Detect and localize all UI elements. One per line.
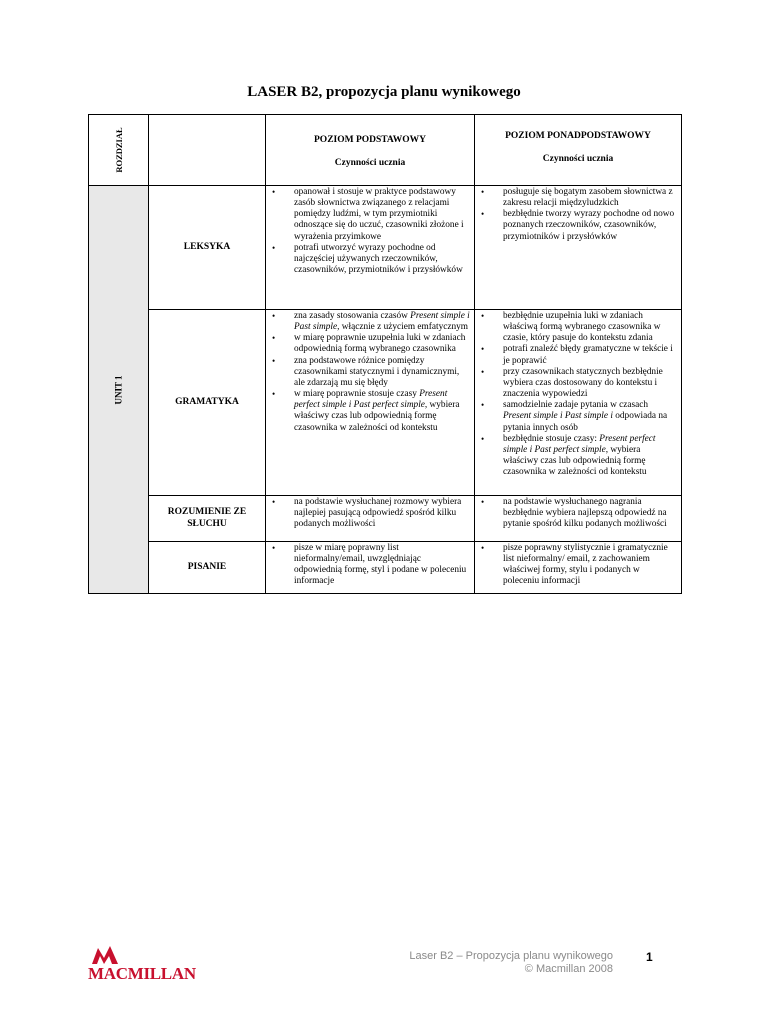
table-row-rozumienie [89,496,682,542]
footer-copyright: © Macmillan 2008 [524,963,613,976]
macmillan-logo [88,944,196,986]
list-item: • potrafi znaleźć błędy gramatyczne w tekście i je poprawić [477,344,677,366]
page-number: 1 [646,950,653,964]
list-item: • posługuje się bogatym zasobem słownictwa z zakresu relacji międzyludzkich [477,187,677,209]
table-row-pisanie [89,542,682,594]
list-item: • przy czasownikach statycznych bezbłędnie wybiera czas dostosowany do kontekstu i znaczenia wypowiedzi [477,367,677,400]
basic-activities-label: Czynności ucznia [334,158,406,169]
section-label: GRAMATYKA [149,310,266,496]
list-item: • bezbłędnie tworzy wyrazy pochodne od nowo poznanych rzeczowników, czasowników, przymiotników i przysłówków [477,209,677,242]
table-header-row [89,115,682,186]
list-item: • w miarę poprawnie stosuje czasy Present perfect simple i Past perfect simple, wybiera właściwy czas lub odpowiednią formę czasownika w zależności od kontekstu [268,389,470,434]
unit-label: UNIT 1 [113,374,124,405]
basic-level-title: POZIOM PODSTAWOWY [314,135,426,145]
rozdzial-label: ROZDZIAŁ [113,127,124,173]
list-item: • potrafi utworzyć wyrazy pochodne od najczęściej używanych rzeczowników, czasowników, przymiotników i przysłówków [268,243,470,276]
list-item: • opanował i stosuje w praktyce podstawowy zasób słownictwa związanego z relacjami pomiędzy ludźmi, w tym przymiotniki odnoszące się do uczuć, czasowniki złożone i wyrażenia przyimkowe [268,187,470,243]
basic-cell [266,496,475,542]
italic-term: Present perfect simple i Past perfect simple, [503,433,656,455]
italic-term: Present simple i Past simple i [503,411,613,422]
advanced-level-title: POZIOM PONADPODSTAWOWY [505,131,651,141]
section-label: LEKSYKA [149,186,266,310]
macmillan-logo-icon [92,944,118,964]
list-item: • zna zasady stosowania czasów Present simple i Past simple, włącznie z użyciem emfatycznym [268,311,470,333]
advanced-level-header [475,115,682,186]
table-row-leksyka [89,186,682,310]
footer-text [409,950,613,976]
unit-cell [89,186,149,594]
advanced-cell [475,496,682,542]
advanced-cell [475,186,682,310]
list-item: • bezbłędnie uzupełnia luki w zdaniach właściwą formą wybranego czasownika w czasie, który pasuje do kontekstu zdania [477,311,677,344]
rozdzial-header [89,115,149,186]
list-item: • pisze w miarę poprawny list nieformalny/email, uwzględniając odpowiednią formę, styl i podane w poleceniu informacje [268,543,470,588]
plan-table [88,114,682,594]
table-row-gramatyka [89,310,682,496]
italic-term: Present simple i Past simple, [294,311,470,333]
basic-level-header [266,115,475,186]
footer-title: Laser B2 – Propozycja planu wynikowego [409,950,613,962]
section-label: PISANIE [149,542,266,594]
section-label: ROZUMIENIE ZE SŁUCHU [149,496,266,542]
advanced-cell [475,310,682,496]
list-item: • bezbłędnie stosuje czasy: Present perfect simple i Past perfect simple, wybiera właściwy czas lub odpowiednią formę czasownika w zależności od kontekstu [477,434,677,479]
italic-term: Present perfect simple i Past perfect simple, [294,389,448,411]
basic-cell [266,186,475,310]
list-item: • samodzielnie zadaje pytania w czasach Present simple i Past simple i odpowiada na pytania innych osób [477,400,677,433]
basic-cell [266,310,475,496]
basic-cell [266,542,475,594]
document-title: LASER B2, propozycja planu wynikowego [247,84,521,100]
list-item: • na podstawie wysłuchanego nagrania bezbłędnie wybiera najlepszą odpowiedź na pytanie spośród kilku podanych możliwości [477,497,677,530]
section-header-empty [149,115,266,186]
advanced-activities-label: Czynności ucznia [542,154,614,165]
list-item: • w miarę poprawnie uzupełnia luki w zdaniach odpowiednią formą wybranego czasownika [268,333,470,355]
list-item: • zna podstawowe różnice pomiędzy czasownikami statycznymi i dynamicznymi, ale zdarzają mu się błędy [268,356,470,389]
macmillan-logo-text: MACMILLAN [88,964,196,983]
advanced-cell [475,542,682,594]
list-item: • na podstawie wysłuchanej rozmowy wybiera najlepiej pasującą odpowiedź spośród kilku podanych możliwości [268,497,470,530]
list-item: • pisze poprawny stylistycznie i gramatycznie list nieformalny/ email, z zachowaniem właściwej formy, stylu i podanych w poleceniu informacji [477,543,677,588]
